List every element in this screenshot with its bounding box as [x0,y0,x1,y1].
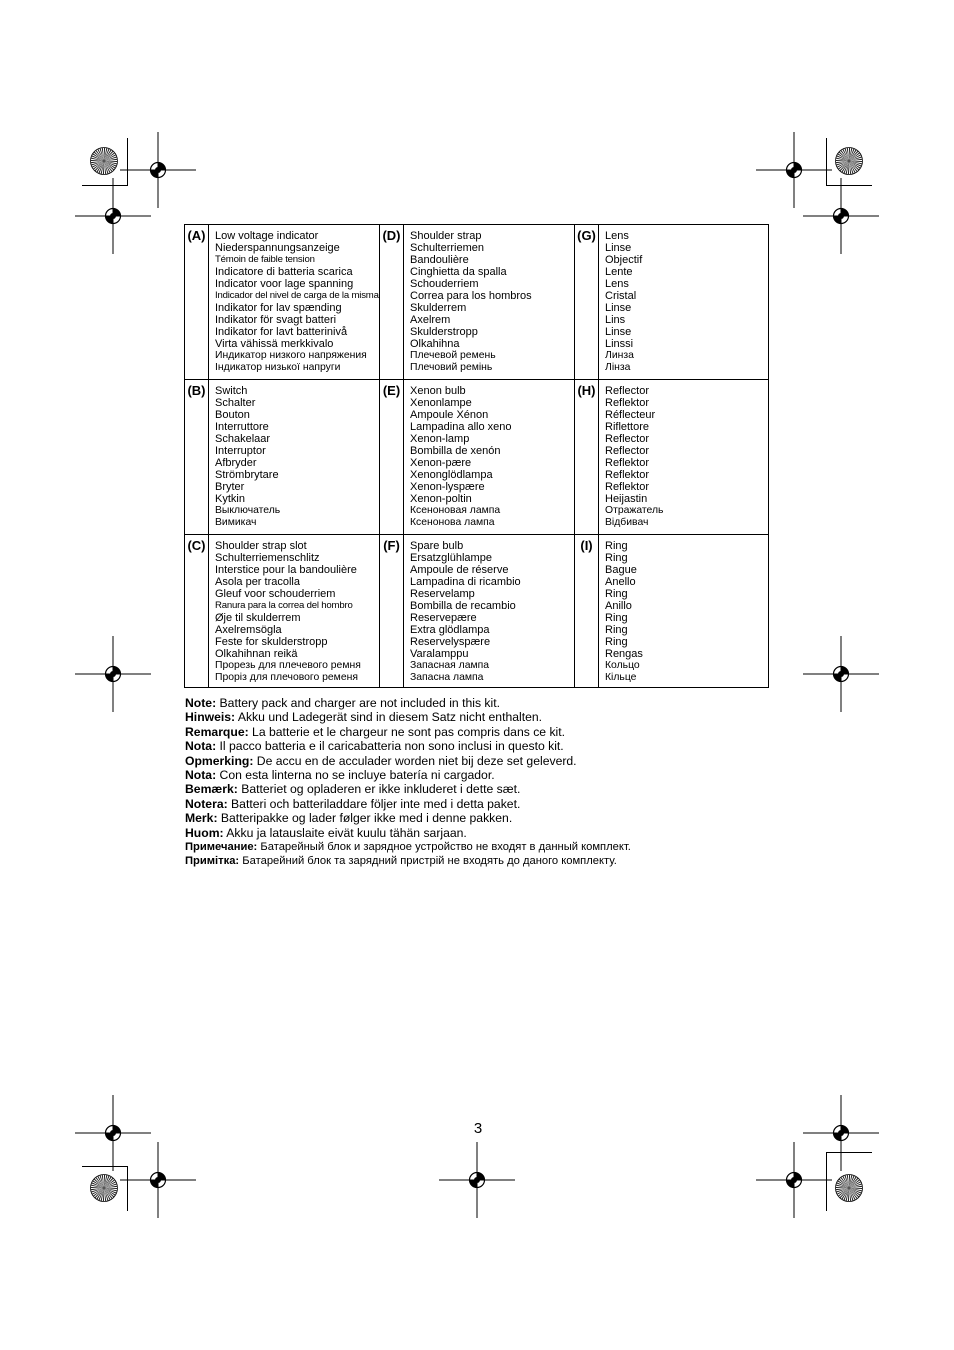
note-line [185,710,785,724]
note-line [185,811,785,825]
part-term: Reflector [605,385,650,397]
note-label: Примітка: [185,855,240,868]
part-letter: (B) [185,380,209,535]
note-line [185,797,785,811]
part-term: Rengas [605,648,643,660]
part-term: Bombilla de recambio [410,600,516,612]
color-bar-star-icon [834,146,864,176]
part-term: Плечовий ремінь [410,362,493,373]
registration-mark-icon [75,178,151,254]
note-line [185,739,785,753]
part-term: Відбивач [605,517,649,528]
part-term: Ксеноновая лампа [410,505,501,516]
registration-mark-icon [803,636,879,712]
registration-mark-icon [756,1142,832,1218]
part-term: Virta vähissä merkkivalo [215,338,334,350]
part-term: Lens [605,278,629,290]
part-term: Запасна лампа [410,672,484,683]
part-term: Linse [605,302,632,314]
part-term: Skulderrem [410,302,467,314]
part-term: Objectif [605,254,643,266]
part-term: Shoulder strap slot [215,540,307,552]
part-term: Lampadina di ricambio [410,576,521,588]
part-term: Лінза [605,362,631,373]
part-term: Reservelyspære [410,636,491,648]
part-term: Xenon-lamp [410,433,470,445]
part-term: Kytkin [215,493,245,505]
part-term: Ring [605,552,628,564]
part-term: Reflector [605,433,650,445]
part-term: Reservelamp [410,588,475,600]
part-term: Indikator for lavt batterinivå [215,326,348,338]
part-term: Skulderstropp [410,326,478,338]
note-label: Bemærk: [185,782,238,797]
part-term: Ersatzglühlampe [410,552,492,564]
part-term: Bouton [215,409,250,421]
part-term: Riflettore [605,421,650,433]
part-term: Schulterriemen [410,242,484,254]
registration-mark-icon [120,1142,196,1218]
part-term: Кольцо [605,660,640,671]
part-term: Reflektor [605,481,650,493]
part-letter: (A) [185,225,209,380]
part-term: Linse [605,242,632,254]
part-term: Xenon-lyspære [410,481,485,493]
note-label: Merk: [185,811,218,826]
registration-mark-icon [75,636,151,712]
part-term: Ampoule Xénon [410,409,489,421]
note-line [185,696,785,710]
part-letter: (F) [380,535,404,687]
part-letter: (H) [575,380,599,535]
part-term: Xenon bulb [410,385,466,397]
note-line [185,782,785,796]
part-term: Выключатель [215,505,281,516]
part-terms [209,535,380,687]
part-term: Indicador del nivel de carga de la misma [215,290,379,301]
notes-section [185,696,785,869]
part-term: Low voltage indicator [215,230,319,242]
note-label: Note: [185,696,217,710]
part-term: Lente [605,266,633,278]
part-term: Extra glödlampa [410,624,490,636]
part-term: Anillo [605,600,632,612]
note-text: Con esta linterna no se incluye batería ni cargador. [216,768,495,783]
part-term: Проріз для плечового ременя [215,672,358,683]
part-term: Linse [605,326,632,338]
note-text: De accu en de acculader worden niet bij deze set geleverd. [253,753,577,768]
part-term: Indikator for lav spænding [215,302,342,314]
note-text: Batteri och batteriladdare följer inte med i detta paket. [227,796,521,811]
part-term: Réflecteur [605,409,656,421]
part-term: Strömbrytare [215,469,279,481]
note-line [185,754,785,768]
part-terms [209,225,380,380]
part-term: Cinghietta da spalla [410,266,507,278]
part-term: Ring [605,612,628,624]
part-term: Bryter [215,481,245,493]
note-text: La batterie et le chargeur ne sont pas compris dans ce kit. [248,724,566,739]
crop-line [826,1152,872,1153]
part-term: Interstice pour la bandoulière [215,564,357,576]
part-term: Olkahihna [410,338,460,350]
note-label: Nota: [185,739,217,754]
part-letter: (G) [575,225,599,380]
part-term: Olkahihnan reikä [215,648,298,660]
part-term: Кільце [605,672,637,683]
part-term: Schalter [215,397,256,409]
part-term: Axelremsögla [215,624,282,636]
note-text: Батарейний блок та зарядний пристрій не входять до даного комплекту. [239,855,617,868]
part-term: Плечевой ремень [410,350,496,361]
note-label: Opmerking: [185,753,254,768]
note-text: Batteripakke og lader følger ikke med i denne pakken. [217,811,513,826]
part-terms [599,225,768,380]
part-term: Ring [605,636,628,648]
part-terms [404,535,575,687]
part-letter: (C) [185,535,209,687]
part-term: Cristal [605,290,637,302]
part-term: Линза [605,350,634,361]
part-term: Вимикач [215,517,257,528]
part-term: Reflektor [605,469,650,481]
part-term: Індикатор низької напруги [215,362,341,373]
note-label: Примечание: [185,841,258,854]
part-term: Asola per tracolla [215,576,300,588]
part-term: Indicator voor lage spanning [215,278,354,290]
note-text: Akku und Ladegerät sind in diesem Satz nicht enthalten. [235,710,543,725]
part-term: Xenon-pære [410,457,472,469]
note-line [185,854,785,868]
color-bar-star-icon [89,146,119,176]
part-term: Xenonglödlampa [410,469,493,481]
part-terms [404,380,575,535]
part-term: Ring [605,588,628,600]
part-term: Отражатель [605,505,664,516]
part-term: Bague [605,564,637,576]
note-text: Akku ja latauslaite eivät kuulu tähän sarjaan. [223,825,467,840]
part-terms [209,380,380,535]
part-term: Switch [215,385,248,397]
part-term: Lins [605,314,626,326]
part-term: Ring [605,624,628,636]
part-term: Ring [605,540,628,552]
part-term: Heijastin [605,493,648,505]
part-terms [599,380,768,535]
part-term: Schouderriem [410,278,479,290]
note-label: Remarque: [185,724,249,739]
part-term: Axelrem [410,314,451,326]
registration-mark-icon [803,178,879,254]
part-term: Bandoulière [410,254,469,266]
part-term: Reflector [605,445,650,457]
part-term: Schulterriemenschlitz [215,552,320,564]
part-term: Varalamppu [410,648,469,660]
part-term: Anello [605,576,636,588]
part-term: Gleuf voor schouderriem [215,588,336,600]
note-label: Notera: [185,796,228,811]
part-term: Reflektor [605,457,650,469]
part-term: Bombilla de xenón [410,445,501,457]
part-term: Reservepære [410,612,477,624]
note-label: Hinweis: [185,710,236,725]
part-term: Reflektor [605,397,650,409]
part-term: Interruptor [215,445,266,457]
part-term: Ampoule de réserve [410,564,509,576]
note-line [185,840,785,854]
part-term: Xenon-poltin [410,493,472,505]
part-term: Lampadina allo xeno [410,421,512,433]
parts-table [184,224,769,688]
part-letter: (E) [380,380,404,535]
part-term: Запасная лампа [410,660,490,671]
note-text: Battery pack and charger are not included in this kit. [216,696,501,710]
part-term: Ксенонова лампа [410,517,495,528]
part-term: Indicatore di batteria scarica [215,266,353,278]
part-term: Témoin de faible tension [215,254,315,265]
note-text: Батарейный блок и зарядное устройство не входят в данный комплект. [257,841,631,854]
registration-mark-icon [439,1142,515,1218]
part-letter: (D) [380,225,404,380]
part-term: Øje til skulderrem [215,612,301,624]
part-term: Indikator för svagt batteri [215,314,337,326]
note-line [185,826,785,840]
color-bar-star-icon [89,1173,119,1203]
part-term: Spare bulb [410,540,464,552]
part-term: Ranura para la correa del hombro [215,600,353,611]
part-term: Linssi [605,338,634,350]
part-term: Feste for skulderstropp [215,636,328,648]
note-line [185,725,785,739]
note-label: Huom: [185,825,224,840]
part-term: Lens [605,230,629,242]
part-term: Индикатор низкого напряжения [215,350,367,361]
part-terms [599,535,768,687]
part-term: Niederspannungsanzeige [215,242,340,254]
note-text: Batteriet og opladeren er ikke inkluderet i dette sæt. [237,782,521,797]
part-term: Correa para los hombros [410,290,532,302]
note-label: Nota: [185,768,217,783]
part-term: Schakelaar [215,433,271,445]
part-term: Xenonlampe [410,397,472,409]
part-term: Shoulder strap [410,230,482,242]
part-term: Прорезь для плечевого ремня [215,660,361,671]
part-letter: (I) [575,535,599,687]
note-line [185,768,785,782]
part-term: Afbryder [215,457,257,469]
part-terms [404,225,575,380]
note-text: Il pacco batteria e il caricabatteria non sono inclusi in questo kit. [216,739,564,754]
page-number: 3 [473,1120,483,1137]
color-bar-star-icon [834,1173,864,1203]
part-term: Interruttore [215,421,269,433]
